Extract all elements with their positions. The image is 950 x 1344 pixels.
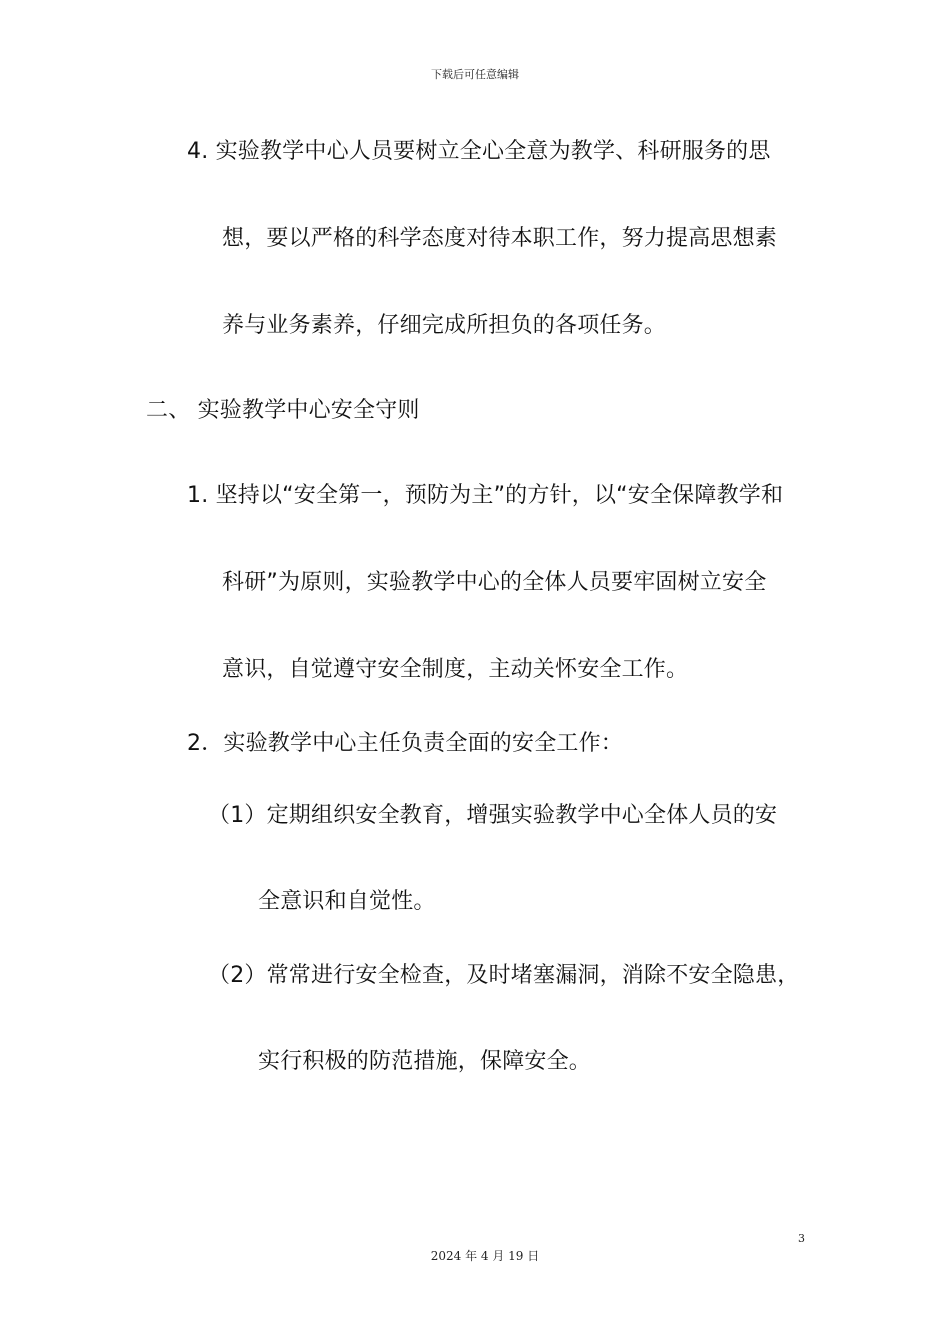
paragraph-line: 科研”为原则，实验教学中心的全体人员要牢固树立安全 [222,570,767,595]
list-item-line: 全意识和自觉性。 [258,889,436,914]
page-header: 下载后可任意编辑 [431,68,519,81]
paragraph-line: 2．实验教学中心主任负责全面的安全工作： [187,731,623,756]
paragraph-line: 想，要以严格的科学态度对待本职工作，努力提高思想素 [222,226,778,251]
page-number: 3 [798,1232,805,1245]
footer-date: 2024 年 4 月 19 日 [430,1249,540,1263]
list-item-line: （2）常常进行安全检查，及时堵塞漏洞，消除不安全隐患， [208,963,800,988]
paragraph-line: 养与业务素养，仔细完成所担负的各项任务。 [222,313,667,338]
list-item-line: 实行积极的防范措施，保障安全。 [258,1049,592,1074]
paragraph-line: 4. 实验教学中心人员要树立全心全意为教学、科研服务的思 [187,139,771,164]
section-heading: 二、 实验教学中心安全守则 [146,398,420,423]
list-item-line: （1）定期组织安全教育，增强实验教学中心全体人员的安 [208,803,778,828]
paragraph-line: 1. 坚持以“安全第一，预防为主”的方针，以“安全保障教学和 [187,483,784,508]
paragraph-line: 意识，自觉遵守安全制度，主动关怀安全工作。 [222,657,689,682]
